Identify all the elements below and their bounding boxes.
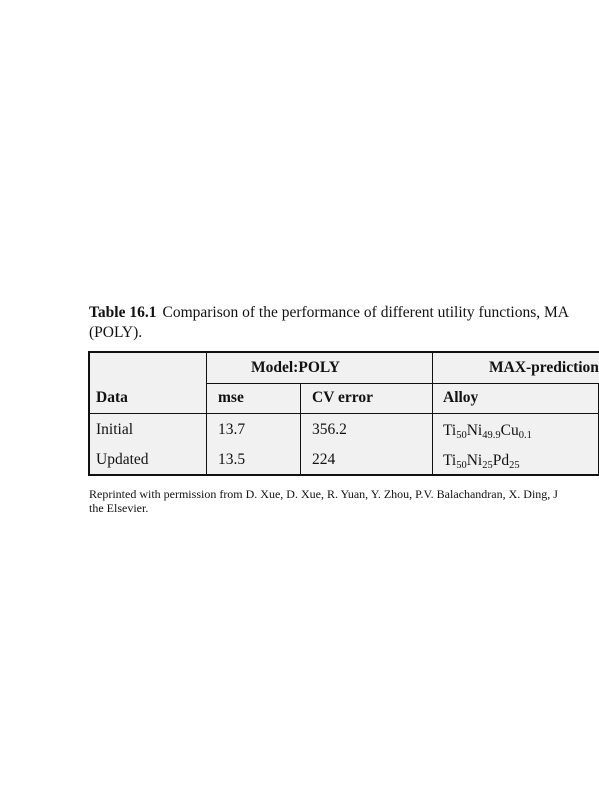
table-rule-column-header	[90, 413, 599, 414]
alloy-element: Cu	[500, 422, 519, 439]
row-updated-alloy	[443, 452, 520, 470]
alloy-element: Ti	[443, 452, 457, 469]
table-divider-poly-end	[432, 353, 433, 474]
alloy-subscript: 25	[509, 460, 520, 471]
alloy-subscript: 0.1	[518, 430, 532, 441]
row-updated-cv-error: 224	[312, 451, 336, 468]
alloy-element: Ni	[466, 452, 483, 469]
table-rule-group-header	[206, 383, 599, 384]
alloy-subscript: 50	[456, 430, 467, 441]
table-caption-text-line2: (POLY).	[89, 324, 143, 341]
comparison-table	[88, 351, 599, 476]
column-header-alloy: Alloy	[443, 389, 479, 406]
column-header-data: Data	[96, 389, 128, 406]
alloy-element: Pd	[492, 452, 510, 469]
group-header-model-poly: Model:POLY	[251, 359, 340, 376]
group-header-max-prediction: MAX-prediction	[489, 359, 599, 376]
row-updated-data: Updated	[96, 451, 149, 468]
footnote-line1: Reprinted with permission from D. Xue, D. Xue, R. Yuan, Y. Zhou, P.V. Balachandran, X. Ding, J	[89, 487, 558, 501]
table-divider-mse	[300, 383, 301, 474]
row-initial-alloy	[443, 422, 532, 440]
row-initial-mse: 13.7	[218, 421, 246, 438]
alloy-subscript: 49.9	[482, 430, 501, 441]
table-divider-data	[206, 353, 207, 474]
footnote-line2: the Elsevier.	[89, 501, 149, 515]
table-caption-text-line1: Comparison of the performance of different utility functions, MA	[162, 304, 569, 321]
column-header-mse: mse	[218, 389, 244, 406]
alloy-subscript: 50	[456, 460, 467, 471]
table-footnote	[89, 487, 599, 515]
row-initial-data: Initial	[96, 421, 134, 438]
table-label: Table 16.1	[89, 304, 157, 321]
column-header-cv-error: CV error	[312, 389, 373, 406]
alloy-element: Ti	[443, 422, 457, 439]
row-initial-cv-error: 356.2	[312, 421, 347, 438]
table-caption	[89, 303, 599, 343]
alloy-element: Ni	[466, 422, 483, 439]
row-updated-mse: 13.5	[218, 451, 246, 468]
alloy-subscript: 25	[482, 460, 493, 471]
